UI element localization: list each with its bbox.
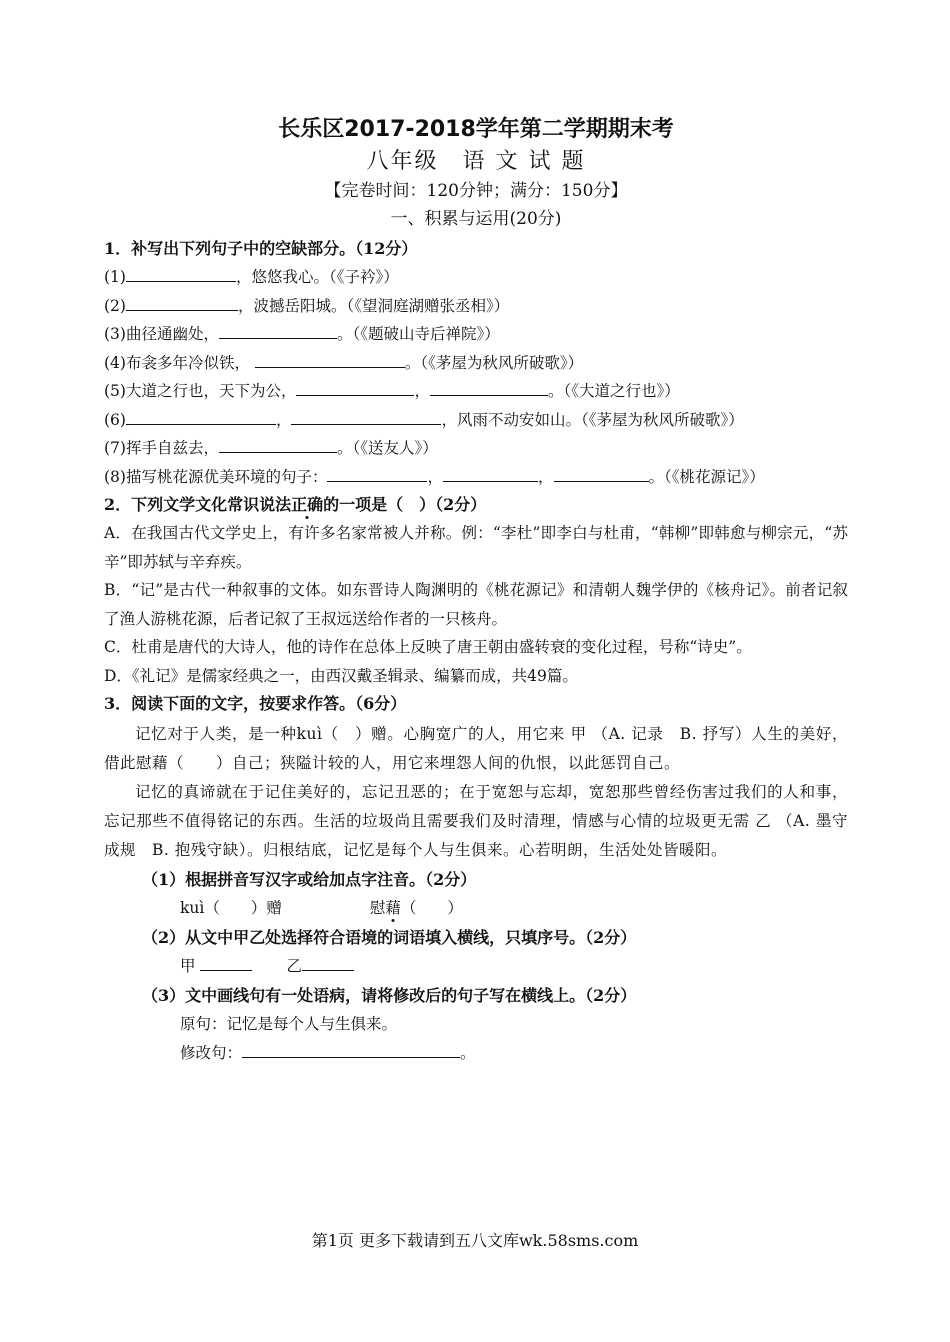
emphasis-word: 正确 [291, 495, 324, 514]
answer-blank[interactable] [291, 406, 441, 425]
answer-blank[interactable] [255, 349, 405, 368]
exam-title: 长乐区2017-2018学年第二学期期末考 [278, 117, 674, 142]
answer-blank[interactable] [219, 320, 337, 339]
q3-sub-3-revised: 修改句： 。 [104, 1039, 848, 1068]
question-3-title: 3．阅读下面的文字，按要求作答。（6分） [104, 694, 407, 713]
q1-item-3: (3)曲径通幽处， 。（《题破山寺后禅院》） [104, 320, 848, 349]
answer-blank[interactable] [302, 952, 354, 971]
q3-sub-2-answer: 甲 乙 [104, 952, 848, 981]
question-2-title: 2．下列文学文化常识说法正确的一项是（ ）（2分） [104, 495, 487, 514]
reading-paragraph-2: 记忆的真谛就在于记住美好的，忘记丑恶的；在于宽恕与忘却，宽恕那些曾经伤害过我们的人和事，忘记那些不值得铭记的东西。生活的垃圾尚且需要我们及时清理，情感与心情的垃圾更无需 乙 （A. 墨守成规 B. 抱残守缺）。归根结底，记忆是每个人与生俱来。心若明朗，生活处处皆暖阳。 [104, 783, 848, 859]
q1-item-4: (4)布衾多年冷似铁， 。（《茅屋为秋风所破歌》） [104, 349, 848, 378]
page-footer: 第1页 更多下载请到五八文库wk.58sms.com [311, 1231, 639, 1250]
exam-subtitle: 八年级 语 文 试 题 [366, 149, 586, 174]
q3-sub-1-answer: kuì（ ）赠 慰藉（ ） [180, 899, 463, 917]
answer-blank[interactable] [126, 406, 276, 425]
q1-item-8: (8)描写桃花源优美环境的句子： ， ， 。（《桃花源记》） [104, 463, 848, 492]
q1-item-2: (2) ，波撼岳阳城。（《望洞庭湖赠张丞相》） [104, 292, 848, 321]
q2-option-a[interactable]: A．在我国古代文学史上，有许多名家常被人并称。例：“李杜”即李白与杜甫，“韩柳”即韩愈与柳宗元，“苏辛”即苏轼与辛弃疾。 [104, 524, 848, 571]
section-heading: 一、积累与运用(20分) [390, 209, 562, 229]
q1-item-1: (1) ，悠悠我心。（《子衿》） [104, 263, 848, 292]
q1-item-5: (5)大道之行也，天下为公， ， 。（《大道之行也》） [104, 377, 848, 406]
q3-sub-2: （2）从文中甲乙处选择符合语境的词语填入横线，只填序号。（2分） [142, 928, 637, 947]
answer-blank[interactable] [126, 263, 236, 282]
q1-item-7: (7)挥手自兹去， 。（《送友人》） [104, 434, 848, 463]
answer-blank[interactable] [430, 377, 548, 396]
answer-blank[interactable] [200, 952, 252, 971]
reading-paragraph-1: 记忆对于人类，是一种kuì（ ）赠。心胸宽广的人，用它来 甲 （A. 记录 B. 抒写）人生的美好，借此慰藉（ ）自己；狭隘计较的人，用它来埋怨人间的仇恨，以此惩罚自己。 [104, 725, 848, 772]
answer-blank[interactable] [219, 434, 337, 453]
answer-blank[interactable] [327, 463, 427, 482]
q2-option-d[interactable]: D．《礼记》是儒家经典之一，由西汉戴圣辑录、编纂而成，共49篇。 [104, 666, 578, 685]
q3-sub-3-original: 原句：记忆是每个人与生俱来。 [180, 1015, 398, 1033]
answer-blank[interactable] [443, 463, 538, 482]
answer-blank[interactable] [554, 463, 649, 482]
answer-blank[interactable] [296, 377, 414, 396]
answer-blank[interactable] [242, 1039, 460, 1058]
emphasis-char: 藉 [385, 899, 401, 917]
q3-sub-3: （3）文中画线句有一处语病，请将修改后的句子写在横线上。（2分） [142, 986, 637, 1005]
q2-option-c[interactable]: C．杜甫是唐代的大诗人，他的诗作在总体上反映了唐王朝由盛转衰的变化过程，号称“诗史”。 [104, 638, 752, 656]
question-1-title: 1．补写出下列句子中的空缺部分。（12分） [104, 239, 418, 258]
q2-option-b[interactable]: B．“记”是古代一种叙事的文体。如东晋诗人陶渊明的《桃花源记》和清朝人魏学伊的《核舟记》。前者记叙了渔人游桃花源，后者记叙了王叔远送给作者的一只核舟。 [104, 581, 848, 628]
answer-blank[interactable] [126, 292, 238, 311]
q3-sub-1: （1）根据拼音写汉字或给加点字注音。（2分） [142, 870, 477, 889]
q1-item-6: (6) ， ，风雨不动安如山。（《茅屋为秋风所破歌》） [104, 406, 848, 435]
exam-meta: 【完卷时间：120分钟；满分：150分】 [324, 181, 628, 201]
page-content [104, 113, 848, 1068]
